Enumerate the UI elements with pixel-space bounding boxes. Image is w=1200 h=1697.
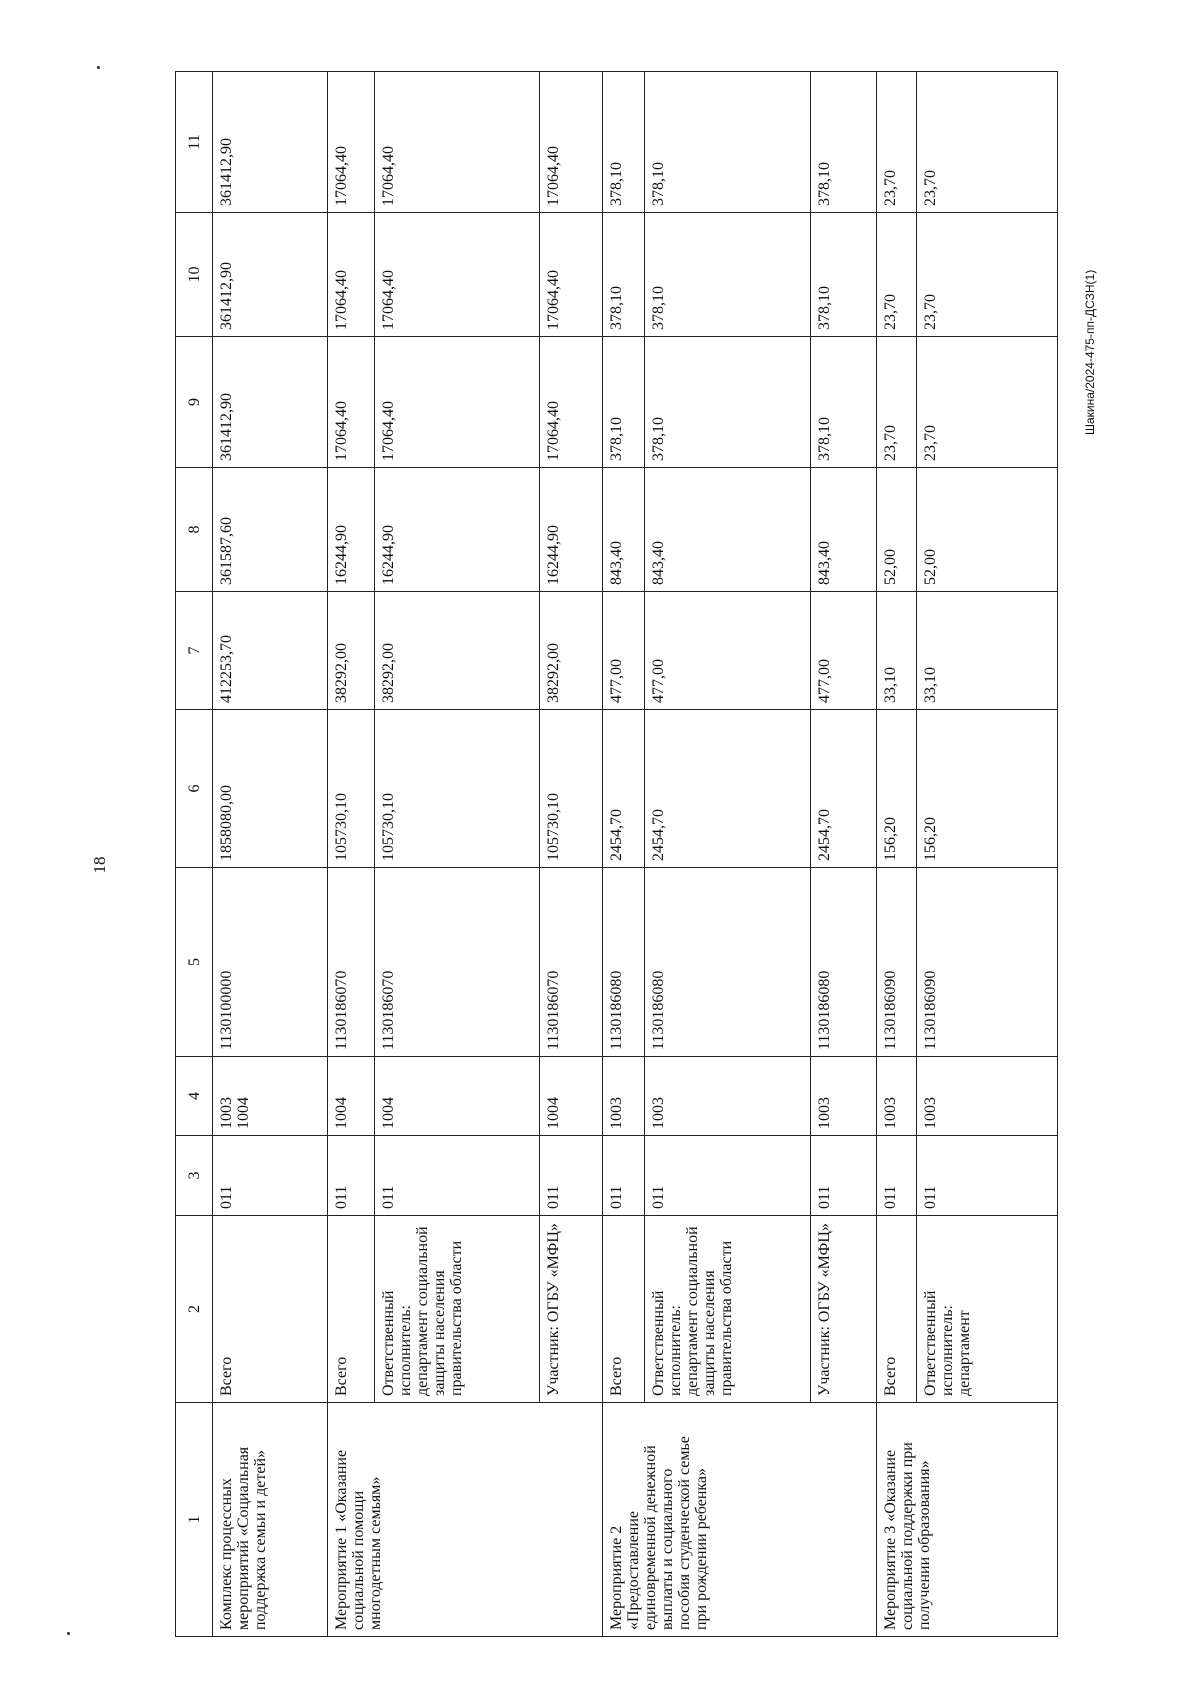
value-cell: 156,20 [877,710,917,868]
header-cell: 11 [176,72,213,213]
value-cell: 361412,90 [213,72,328,213]
table-header-row [176,72,213,1637]
value-cell: 105730,10 [540,710,603,868]
value-cell: 2454,70 [811,710,877,868]
header-cell: 7 [176,592,213,710]
target-code-cell: 1130186090 [917,868,1058,1057]
value-cell: 156,20 [917,710,1058,868]
section-code: 1004 [333,1097,350,1129]
section-cell [603,1057,645,1136]
value-cell: 378,10 [603,72,645,213]
code-cell: 011 [811,1136,877,1216]
value-cell: 23,70 [917,337,1058,468]
value-cell: 105730,10 [328,710,375,868]
document-code: Шакина/2024-475-пп-ДСЗН(1) [1083,269,1097,435]
section-cell [375,1057,540,1136]
value-cell: 105730,10 [375,710,540,868]
value-cell: 17064,40 [328,72,375,213]
value-cell: 38292,00 [375,592,540,710]
header-cell: 4 [176,1057,213,1136]
table-row [213,72,328,1637]
role-cell: Всего [603,1216,645,1403]
value-cell: 378,10 [811,213,877,337]
value-cell: 17064,40 [328,337,375,468]
role-cell: Всего [213,1216,328,1403]
section-code: 1003 [882,1097,899,1129]
value-cell: 23,70 [877,72,917,213]
section-cell [811,1057,877,1136]
code-cell: 011 [645,1136,811,1216]
value-cell: 378,10 [811,72,877,213]
value-cell: 52,00 [877,468,917,592]
section-cell [328,1057,375,1136]
value-cell: 378,10 [645,72,811,213]
table-row [603,72,645,1637]
value-cell: 23,70 [917,72,1058,213]
rotated-table-container [175,72,1058,1637]
value-cell: 23,70 [917,213,1058,337]
table-row [811,72,877,1637]
target-code-cell: 1130186070 [328,868,375,1057]
header-cell: 3 [176,1136,213,1216]
value-cell: 2454,70 [603,710,645,868]
value-cell: 477,00 [811,592,877,710]
value-cell: 23,70 [877,337,917,468]
value-cell: 38292,00 [328,592,375,710]
table-row [877,72,917,1637]
program-name-cell: Мероприятие 2 «Предоставление единовременной денежной выплаты и социального пособия студенческой семье при рождении ребенка» [603,1403,877,1637]
role-cell: Ответственный исполнитель: департамент социальной защиты населения правительства области [645,1216,811,1403]
value-cell: 52,00 [917,468,1058,592]
value-cell: 17064,40 [540,213,603,337]
code-cell: 011 [328,1136,375,1216]
value-cell: 477,00 [603,592,645,710]
target-code-cell: 1130186070 [540,868,603,1057]
scan-speck [97,66,100,69]
table-row [917,72,1058,1637]
section-code: 1004 [545,1097,562,1129]
header-cell: 6 [176,710,213,868]
value-cell: 17064,40 [328,213,375,337]
value-cell: 378,10 [811,337,877,468]
scan-speck [67,1632,70,1635]
target-code-cell: 1130186080 [603,868,645,1057]
target-code-cell: 1130186080 [645,868,811,1057]
role-cell: Всего [877,1216,917,1403]
value-cell: 378,10 [603,337,645,468]
value-cell: 38292,00 [540,592,603,710]
section-code: 1003 [650,1097,667,1129]
table-row [328,72,375,1637]
section-cell [540,1057,603,1136]
value-cell: 16244,90 [540,468,603,592]
value-cell: 843,40 [811,468,877,592]
page-number: 18 [90,856,109,874]
section-code: 1003 [608,1097,625,1129]
value-cell: 17064,40 [375,72,540,213]
section-cell [917,1057,1058,1136]
value-cell: 16244,90 [375,468,540,592]
section-code: 1004 [235,1097,252,1129]
program-name-cell: Мероприятие 1 «Оказание социальной помощи многодетным семьям» [328,1403,603,1637]
value-cell: 477,00 [645,592,811,710]
value-cell: 412253,70 [213,592,328,710]
value-cell: 2454,70 [645,710,811,868]
value-cell: 23,70 [877,213,917,337]
code-cell: 011 [375,1136,540,1216]
target-code-cell: 1130186080 [811,868,877,1057]
role-cell: Участник: ОГБУ «МФЦ» [811,1216,877,1403]
value-cell: 361412,90 [213,213,328,337]
value-cell: 17064,40 [540,337,603,468]
value-cell: 361587,60 [213,468,328,592]
value-cell: 17064,40 [375,213,540,337]
section-cell [877,1057,917,1136]
table-row [540,72,603,1637]
header-cell: 5 [176,868,213,1057]
header-cell: 2 [176,1216,213,1403]
code-cell: 011 [603,1136,645,1216]
program-name-cell: Мероприятие 3 «Оказание социальной поддержки при получении образования» [877,1403,1058,1637]
role-cell: Всего [328,1216,375,1403]
code-cell: 011 [213,1136,328,1216]
section-cell [213,1057,328,1136]
header-cell: 8 [176,468,213,592]
target-code-cell: 1130186070 [375,868,540,1057]
role-cell: Ответственный исполнитель: департамент [917,1216,1058,1403]
target-code-cell: 1130100000 [213,868,328,1057]
value-cell: 843,40 [603,468,645,592]
header-cell: 10 [176,213,213,337]
header-cell: 1 [176,1403,213,1637]
section-code: 1003 [816,1097,833,1129]
value-cell: 17064,40 [375,337,540,468]
value-cell: 378,10 [645,213,811,337]
value-cell: 16244,90 [328,468,375,592]
code-cell: 011 [540,1136,603,1216]
value-cell: 378,10 [603,213,645,337]
value-cell: 17064,40 [540,72,603,213]
header-cell: 9 [176,337,213,468]
value-cell: 1858080,00 [213,710,328,868]
section-cell [645,1057,811,1136]
table-row [375,72,540,1637]
value-cell: 361412,90 [213,337,328,468]
role-cell: Ответственный исполнитель: департамент социальной защиты населения правительства области [375,1216,540,1403]
value-cell: 33,10 [917,592,1058,710]
value-cell: 843,40 [645,468,811,592]
value-cell: 378,10 [645,337,811,468]
section-code: 1003 [922,1097,939,1129]
code-cell: 011 [917,1136,1058,1216]
target-code-cell: 1130186090 [877,868,917,1057]
value-cell: 33,10 [877,592,917,710]
role-cell: Участник: ОГБУ «МФЦ» [540,1216,603,1403]
code-cell: 011 [877,1136,917,1216]
table-row [645,72,811,1637]
section-code: 1004 [380,1097,397,1129]
section-code: 1003 [218,1097,235,1129]
budget-table [175,71,1058,1637]
program-name-cell: Комплекс процессных мероприятий «Социальная поддержка семьи и детей» [213,1403,328,1637]
